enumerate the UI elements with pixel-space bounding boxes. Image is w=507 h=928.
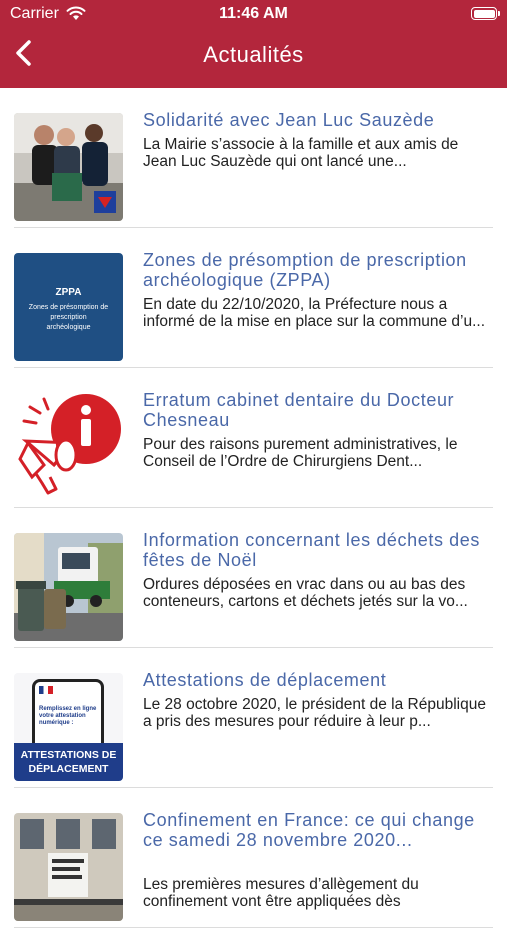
news-excerpt: En date du 22/10/2020, la Préfecture nous a informé de la mise en place sur la commune d’u... [143,296,486,330]
news-thumbnail [14,813,123,921]
phone-screen [32,679,104,743]
news-excerpt: La Mairie s’associe à la famille et aux amis de Jean Luc Sauzède qui ont lancé une... [143,136,459,170]
thumbnail-title: ZPPA [55,287,82,298]
battery-icon [471,7,497,20]
news-title: Solidarité avec Jean Luc Sauzède [143,110,435,130]
news-title: Zones de présomption de prescription archéologique (ZPPA) [143,250,467,290]
megaphone-info-icon [14,393,123,501]
news-title: Information concernant les déchets des fêtes de Noël [143,530,480,570]
news-thumbnail [14,533,123,641]
news-item[interactable] [0,368,507,508]
news-title: Confinement en France: ce qui change ce samedi 28 novembre 2020... [143,810,475,850]
news-item[interactable] [0,508,507,648]
navigation-bar [0,0,507,88]
news-item[interactable] [0,228,507,368]
phone-screen-text: Remplissez en ligne votre attestation numérique : [39,706,97,726]
news-excerpt: Ordures déposées en vrac dans ou au bas des conteneurs, cartons et déchets jetés sur la vo... [143,576,468,610]
news-item[interactable] [0,648,507,788]
carrier-label: Carrier [10,5,59,22]
news-excerpt: Le 28 octobre 2020, le président de la République a pris des mesures pour réduire à leur p... [143,696,486,730]
news-thumbnail [14,253,123,361]
news-excerpt: Les premières mesures d’allègement du confinement vont être appliquées dès [143,876,419,910]
page-title: Actualités [203,42,304,67]
news-thumbnail [14,113,123,221]
news-item[interactable] [0,88,507,228]
status-time: 11:46 AM [219,5,288,22]
thumbnail-subtitle: Zones de présomption de prescription archéologique [28,304,109,331]
thumbnail-banner: ATTESTATIONS DE DÉPLACEMENT [14,743,123,781]
news-item[interactable] [0,788,507,928]
news-excerpt: Pour des raisons purement administratives, le Conseil de l’Ordre de Chirurgiens Dent... [143,436,458,470]
status-bar [0,0,507,30]
news-list [0,88,507,928]
news-title: Erratum cabinet dentaire du Docteur Chesneau [143,390,455,430]
news-thumbnail [14,673,123,781]
news-title: Attestations de déplacement [143,670,387,690]
flag-icon [39,686,53,694]
